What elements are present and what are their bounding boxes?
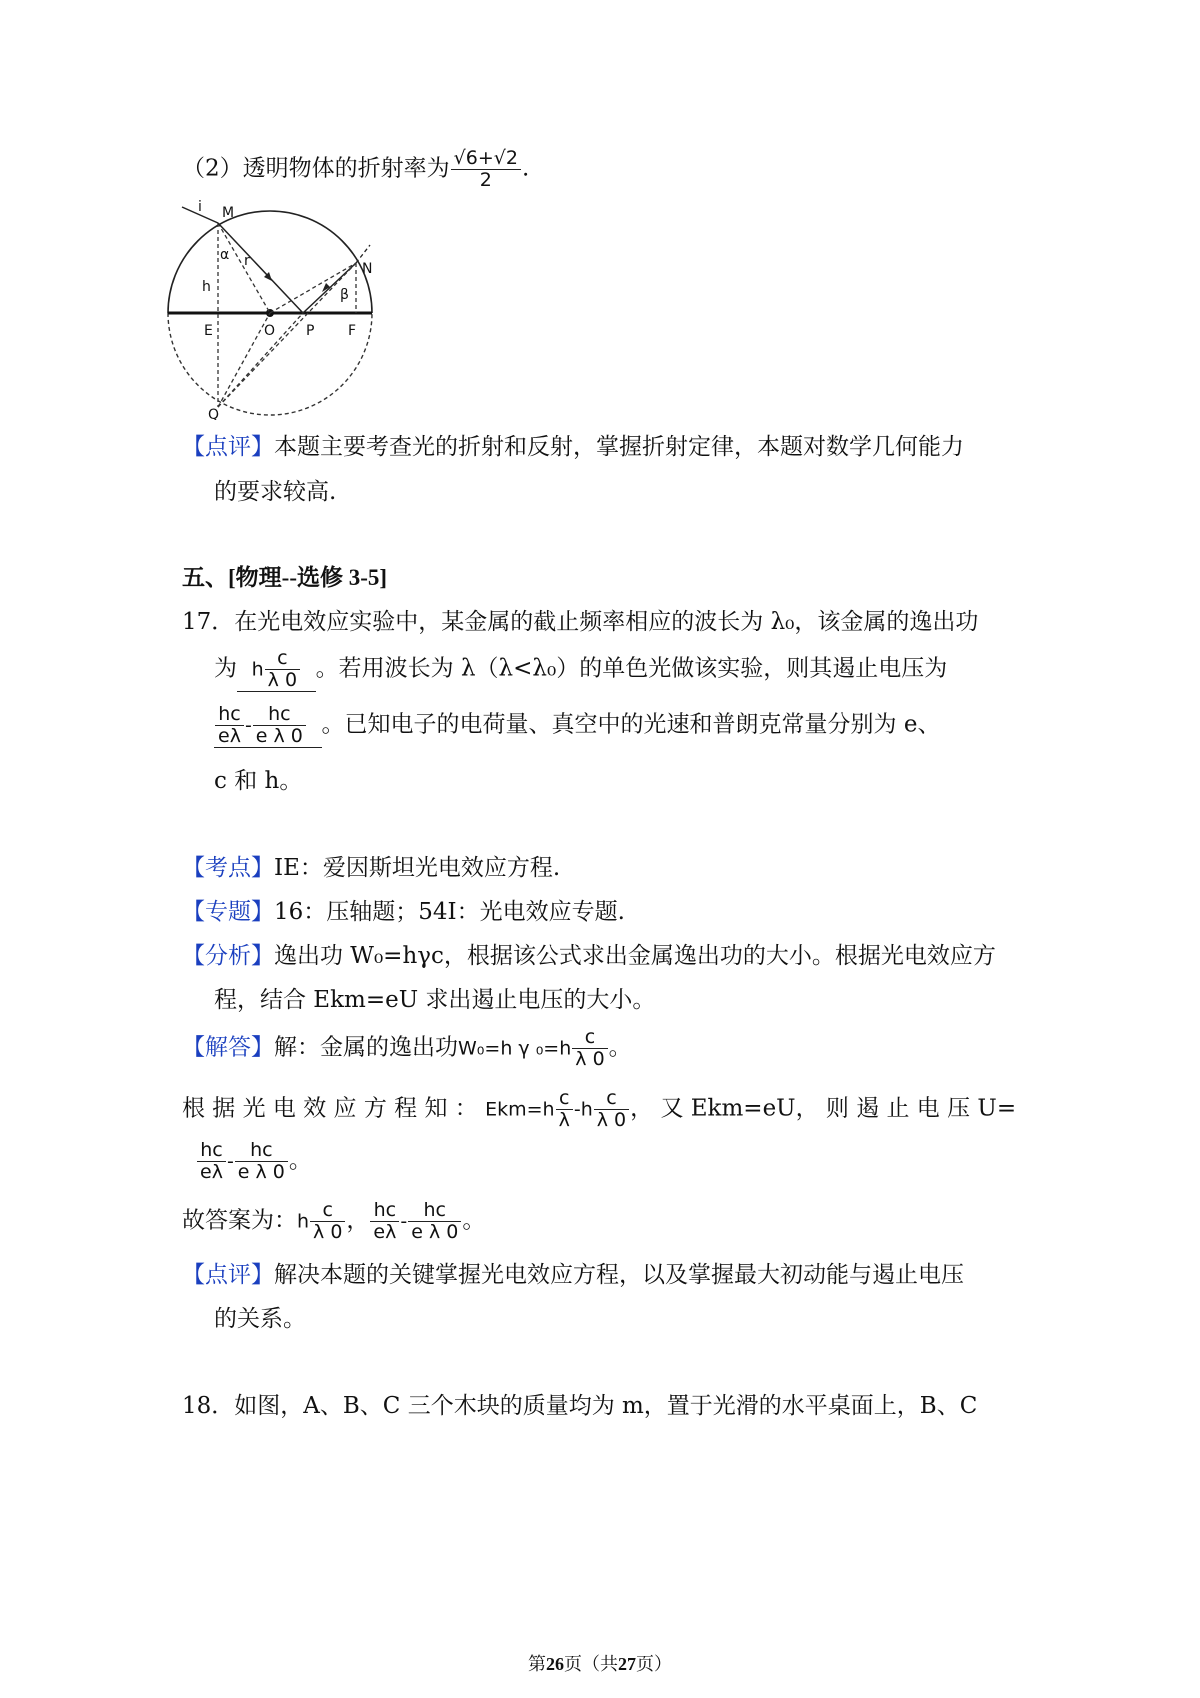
eq-num1: c xyxy=(556,1088,573,1110)
label-E: E xyxy=(204,323,213,339)
answer-sep: ， xyxy=(346,1207,370,1234)
answer-h: h xyxy=(297,1210,310,1233)
answer-minus: - xyxy=(400,1210,408,1233)
jieda-text: 解：金属的逸出功 xyxy=(274,1034,458,1061)
q17-line2-post: 。若用波长为 λ（λ<λ₀）的单色光做该实验，则其遏止电压为 xyxy=(315,655,948,682)
zhuanti-tag: 【专题】 xyxy=(182,899,274,925)
eq-num2: c xyxy=(594,1088,629,1110)
jieda-end: 。 xyxy=(608,1034,632,1061)
jieda-line xyxy=(182,1027,632,1070)
u-formula-line xyxy=(196,1140,312,1183)
fenxi-text1: 逸出功 W₀=hγc，根据该公式求出金属逸出功的大小。根据光电效应方 xyxy=(274,943,996,969)
kaodian-line xyxy=(182,853,560,883)
q16-part2-suffix: . xyxy=(521,155,530,182)
answer-line xyxy=(182,1200,485,1243)
u-end: 。 xyxy=(288,1147,312,1174)
answer-blank-1 xyxy=(237,648,316,692)
q17-line1: 17．在光电效应实验中，某金属的截止频率相应的波长为 λ₀，该金属的逸出功 xyxy=(182,609,979,635)
label-Q: Q xyxy=(208,407,220,420)
ans1-h: h xyxy=(251,658,264,681)
kaodian-tag: 【考点】 xyxy=(182,855,274,881)
answer-num1: hc xyxy=(370,1200,399,1222)
footer-post: 页） xyxy=(636,1654,672,1675)
q16-part2-line xyxy=(182,148,529,191)
review-tag: 【点评】 xyxy=(182,434,274,460)
answer-den1: eλ xyxy=(373,1221,397,1243)
answer-end: 。 xyxy=(462,1207,486,1234)
answer-num2: hc xyxy=(408,1200,461,1222)
u-frac2 xyxy=(235,1140,288,1183)
footer-mid: 页（共 xyxy=(564,1654,618,1675)
answer-den2: e λ 0 xyxy=(411,1221,459,1243)
refracted-ray-MP xyxy=(218,223,303,313)
footer-page-number: 26 xyxy=(546,1654,564,1674)
q18-line1: 18．如图，A、B、C 三个木块的质量均为 m，置于光滑的水平桌面上，B、C xyxy=(182,1393,978,1419)
q17-line4: c 和 h。 xyxy=(214,768,303,794)
label-N: N xyxy=(362,261,373,277)
page-footer xyxy=(0,1650,1200,1676)
jieda-formula: W₀=h γ ₀=h xyxy=(458,1037,572,1060)
answer-frac1 xyxy=(370,1200,399,1243)
u-den1: eλ xyxy=(200,1161,223,1183)
zhuanti-line xyxy=(182,897,625,927)
ans1-num: c xyxy=(265,648,300,670)
fraction-denominator: 2 xyxy=(479,169,492,191)
label-M: M xyxy=(222,205,235,221)
eq-post: ， 又 Ekm=eU， 则 遏 止 电 压 U= xyxy=(630,1095,1017,1122)
optics-circle-diagram xyxy=(160,195,390,420)
equation-line xyxy=(182,1088,1016,1131)
answer-den0: λ 0 xyxy=(313,1221,343,1243)
jieda-fraction xyxy=(572,1027,607,1070)
fenxi-tag: 【分析】 xyxy=(182,943,274,969)
u-num2: hc xyxy=(235,1140,288,1162)
label-r: r xyxy=(244,253,250,269)
ans2-frac1 xyxy=(215,704,244,747)
eq-frac2 xyxy=(594,1088,629,1131)
jieda-num: c xyxy=(572,1027,607,1049)
u-minus: - xyxy=(226,1150,234,1173)
jieda-den: λ 0 xyxy=(575,1048,605,1070)
label-P: P xyxy=(306,323,315,339)
label-F: F xyxy=(348,323,357,339)
ans2-den2: e λ 0 xyxy=(255,725,303,747)
zhuanti-text: 16：压轴题；54I：光电效应专题. xyxy=(274,899,625,925)
ans2-den1: eλ xyxy=(218,725,241,747)
label-h: h xyxy=(202,279,211,295)
label-alpha: α xyxy=(220,247,230,263)
jieda-tag: 【解答】 xyxy=(182,1034,274,1061)
line-QP xyxy=(218,313,303,407)
q17-line3 xyxy=(214,704,940,748)
eq-mid: -h xyxy=(573,1098,593,1121)
ans1-fraction xyxy=(265,648,300,691)
u-den2: e λ 0 xyxy=(237,1161,285,1183)
eq-formula: Ekm=h xyxy=(485,1098,555,1121)
footer-pre: 第 xyxy=(528,1654,546,1675)
eq-prefix: 根 据 光 电 效 应 方 程 知 ： xyxy=(182,1095,478,1122)
ans2-num1: hc xyxy=(215,704,244,726)
refractive-index-fraction xyxy=(451,148,521,191)
review-text: 本题主要考查光的折射和反射，掌握折射定律，本题对数学几何能力 xyxy=(274,434,964,460)
review17-tag: 【点评】 xyxy=(182,1262,274,1288)
answer-frac2 xyxy=(408,1200,461,1243)
ans2-num2: hc xyxy=(253,704,306,726)
fraction-numerator: √6+√2 xyxy=(451,148,521,170)
answer-frac0 xyxy=(310,1200,345,1243)
fenxi-line2: 程，结合 Ekm=eU 求出遏止电压的大小。 xyxy=(214,987,656,1013)
q17-line2 xyxy=(214,648,947,692)
ans2-minus: - xyxy=(244,714,252,737)
eq-den2: λ 0 xyxy=(596,1109,627,1131)
ans2-frac2 xyxy=(253,704,306,747)
answer-prefix: 故答案为： xyxy=(182,1207,297,1234)
footer-total-pages: 27 xyxy=(618,1654,636,1674)
u-frac1 xyxy=(197,1140,226,1183)
review16-line2: 的要求较高. xyxy=(214,479,337,505)
line-QN xyxy=(218,263,356,407)
label-i: i xyxy=(198,199,202,215)
label-O: O xyxy=(264,323,276,339)
kaodian-text: IE：爱因斯坦光电效应方程. xyxy=(274,855,561,881)
answer-blank-2 xyxy=(214,704,322,748)
fenxi-line1 xyxy=(182,941,996,971)
review17-text1: 解决本题的关键掌握光电效应方程，以及掌握最大初动能与遏止电压 xyxy=(274,1262,964,1288)
eq-den1: λ xyxy=(558,1109,570,1131)
review17-line1 xyxy=(182,1260,964,1290)
review16-line1 xyxy=(182,432,964,462)
label-beta: β xyxy=(340,287,349,303)
review17-line2: 的关系。 xyxy=(214,1306,306,1332)
ans1-den: λ 0 xyxy=(267,669,298,691)
q17-wei: 为 xyxy=(214,655,237,682)
eq-frac1 xyxy=(556,1088,573,1131)
q17-line3-post: 。已知电子的电荷量、真空中的光速和普朗克常量分别为 e、 xyxy=(321,711,941,738)
section-title: 五、[物理--选修 3-5] xyxy=(182,565,388,590)
q16-part2-prefix: （2）透明物体的折射率为 xyxy=(182,155,450,182)
answer-num0: c xyxy=(310,1200,345,1222)
u-num1: hc xyxy=(197,1140,226,1162)
